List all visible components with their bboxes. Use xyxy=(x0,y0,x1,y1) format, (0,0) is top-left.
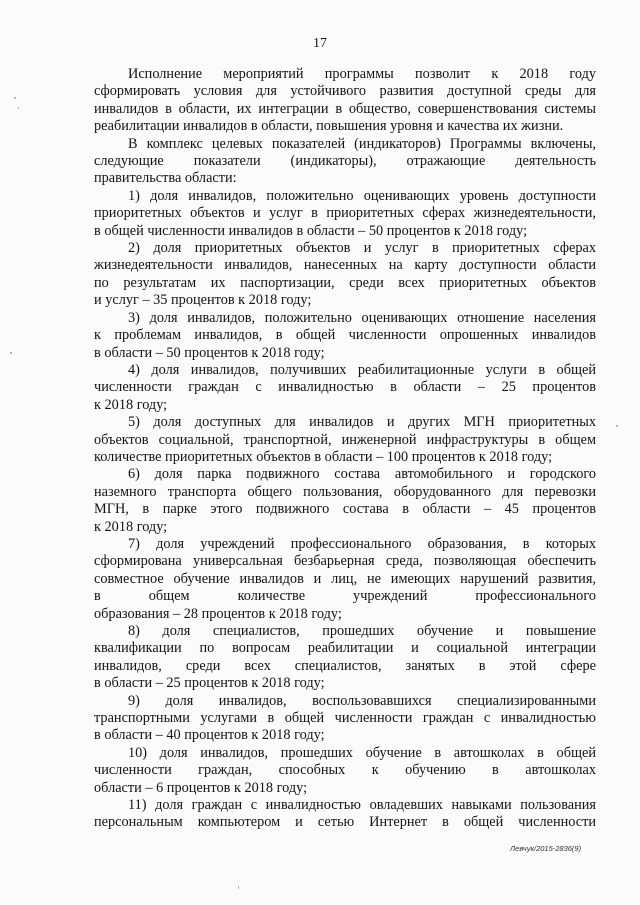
text-line: численности граждан с инвалидностью в области – 25 процентов xyxy=(94,379,596,396)
text-line: персональным компьютером и сетью Интернет в общей численности xyxy=(94,814,596,831)
text-line: области – 6 процентов к 2018 году; xyxy=(94,779,308,796)
text-line: сформирована универсальная безбарьерная среда, позволяющая обеспечить xyxy=(94,553,596,570)
text-line: в общем количестве учреждений профессионального xyxy=(94,588,596,605)
text-line: сформировать условия для устойчивого развития доступной среды для xyxy=(94,83,596,100)
text-line: 2) доля приоритетных объектов и услуг в приоритетных сферах xyxy=(128,240,596,257)
text-line: МГН, в парке этого подвижного состава в области – 45 процентов xyxy=(94,501,596,518)
text-line: наземного транспорта общего пользования, оборудованного для перевозки xyxy=(94,483,596,500)
text-line: в общей численности инвалидов в области – 50 процентов к 2018 году; xyxy=(94,222,528,239)
text-line: численности граждан, способных к обучению в автошколах xyxy=(94,762,596,779)
text-line: В комплекс целевых показателей (индикаторов) Программы включены, xyxy=(128,135,596,152)
text-line: 11) доля граждан с инвалидностью овладевших навыками пользования xyxy=(128,797,596,814)
text-line: следующие показатели (индикаторы), отражающие деятельность xyxy=(94,153,596,170)
text-line: квалификации по вопросам реабилитации и социальной интеграции xyxy=(94,640,596,657)
text-line: 7) доля учреждений профессионального образования, в которых xyxy=(128,535,596,552)
text-line: транспортными услугами в общей численности граждан с инвалидностью xyxy=(94,710,596,727)
text-line: инвалидов в области, их интеграции в общество, совершенствования системы xyxy=(94,100,596,117)
text-line: в области – 40 процентов к 2018 году; xyxy=(94,727,325,744)
document-code: Левчук/2015-2836(9) xyxy=(510,844,582,853)
text-line: совместное обучение инвалидов и лиц, не имеющих нарушений развития, xyxy=(94,570,596,587)
text-line: объектов социальной, транспортной, инженерной инфраструктуры в общем xyxy=(94,431,596,448)
scan-speck xyxy=(10,352,12,354)
text-line: по результатам их паспортизации, среди всех приоритетных объектов xyxy=(94,274,596,291)
text-line: количестве приоритетных объектов в области – 100 процентов к 2018 году; xyxy=(94,448,553,465)
text-line: Исполнение мероприятий программы позволит к 2018 году xyxy=(128,66,596,82)
text-line: 6) доля парка подвижного состава автомобильного и городского xyxy=(128,466,596,483)
page-number: 17 xyxy=(313,36,327,51)
document-body xyxy=(94,66,596,832)
text-line: 4) доля инвалидов, получивших реабилитационные услуги в общей xyxy=(128,361,596,378)
text-line: в области – 50 процентов к 2018 году; xyxy=(94,344,325,361)
text-line: 8) доля специалистов, прошедших обучение и повышение xyxy=(128,623,596,639)
text-line: реабилитации инвалидов в области, повышения уровня и качества их жизни. xyxy=(94,118,564,135)
text-line: приоритетных объектов и услуг в приоритетных сферах жизнедеятельности, xyxy=(94,205,596,222)
text-line: в области – 25 процентов к 2018 году; xyxy=(94,675,325,692)
scan-speck xyxy=(616,425,618,427)
scan-speck xyxy=(14,97,16,99)
text-line: и услуг – 35 процентов к 2018 году; xyxy=(94,292,312,309)
text-line: правительства области: xyxy=(94,170,237,187)
scan-speck xyxy=(238,886,239,889)
text-line: 9) доля инвалидов, воспользовавшихся специализированными xyxy=(128,692,596,709)
text-line: 5) доля доступных для инвалидов и других МГН приоритетных xyxy=(128,414,596,431)
text-line: жизнедеятельности инвалидов, нанесенных на карту доступности области xyxy=(94,257,596,274)
text-line: образования – 28 процентов к 2018 году; xyxy=(94,605,342,622)
text-line: 1) доля инвалидов, положительно оценивающих уровень доступности xyxy=(128,187,596,204)
text-line: 10) доля инвалидов, прошедших обучение в автошколах в общей xyxy=(128,744,596,761)
text-line: инвалидов, среди всех специалистов, занятых в этой сфере xyxy=(94,657,596,674)
scan-speck xyxy=(18,107,19,109)
text-line: 3) доля инвалидов, положительно оценивающих отношение населения xyxy=(128,309,596,326)
text-line: к 2018 году; xyxy=(94,518,168,535)
text-line: к проблемам инвалидов, в общей численности опрошенных инвалидов xyxy=(94,327,596,344)
text-line: к 2018 году; xyxy=(94,396,168,413)
